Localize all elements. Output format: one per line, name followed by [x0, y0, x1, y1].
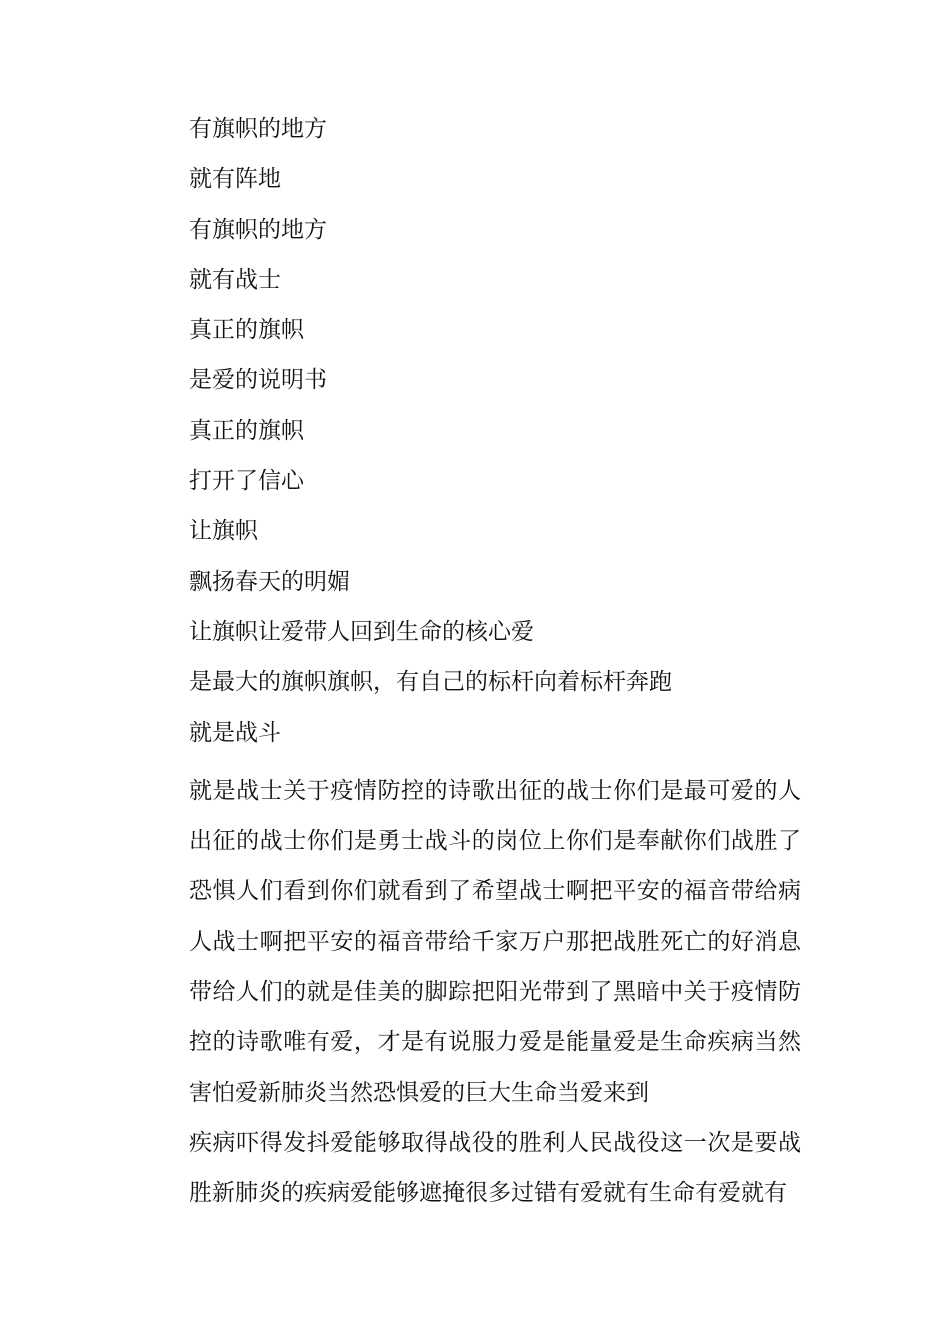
poem-line: 是最大的旗帜旗帜，有自己的标杆向着标杆奔跑 [189, 669, 672, 696]
body-paragraph: 就是战士关于疫情防控的诗歌出征的战士你们是最可爱的人出征的战士你们是勇士战斗的岗位上你们是奉献你们战胜了恐惧人们看到你们就看到了希望战士啊把平安的福音带给病人战士啊把平安的福音带给千家万户那把战胜死亡的好消息带给人们的就是佳美的脚踪把阳光带到了黑暗中关于疫情防控的诗歌唯有爱，才是有说服力爱是能量爱是生命疾病当然害怕爱新肺炎当然恐惧爱的巨大生命当爱来到 [189, 777, 801, 1106]
poem-line: 就有阵地 [189, 166, 281, 193]
poem-line: 就是战斗 [189, 719, 281, 746]
poem-line: 真正的旗帜 [189, 317, 304, 344]
poem-line: 飘扬春天的明媚 [189, 568, 350, 595]
poem-line: 打开了信心 [189, 468, 304, 495]
poem-line: 让旗帜 [189, 518, 258, 545]
poem-line: 就有战士 [189, 266, 281, 293]
poem-line: 有旗帜的地方 [189, 116, 327, 142]
body-paragraph: 疾病吓得发抖爱能够取得战役的胜利人民战役这一次是要战胜新肺炎的疾病爱能够遮掩很多过错有爱就有生命有爱就有 [189, 1129, 801, 1207]
poem-line: 有旗帜的地方 [189, 216, 327, 243]
poem-line: 真正的旗帜 [189, 417, 304, 444]
document-body [189, 112, 801, 1219]
poem-line: 是爱的说明书 [189, 367, 327, 394]
poem-line: 让旗帜让爱带人回到生命的核心爱 [189, 618, 534, 645]
